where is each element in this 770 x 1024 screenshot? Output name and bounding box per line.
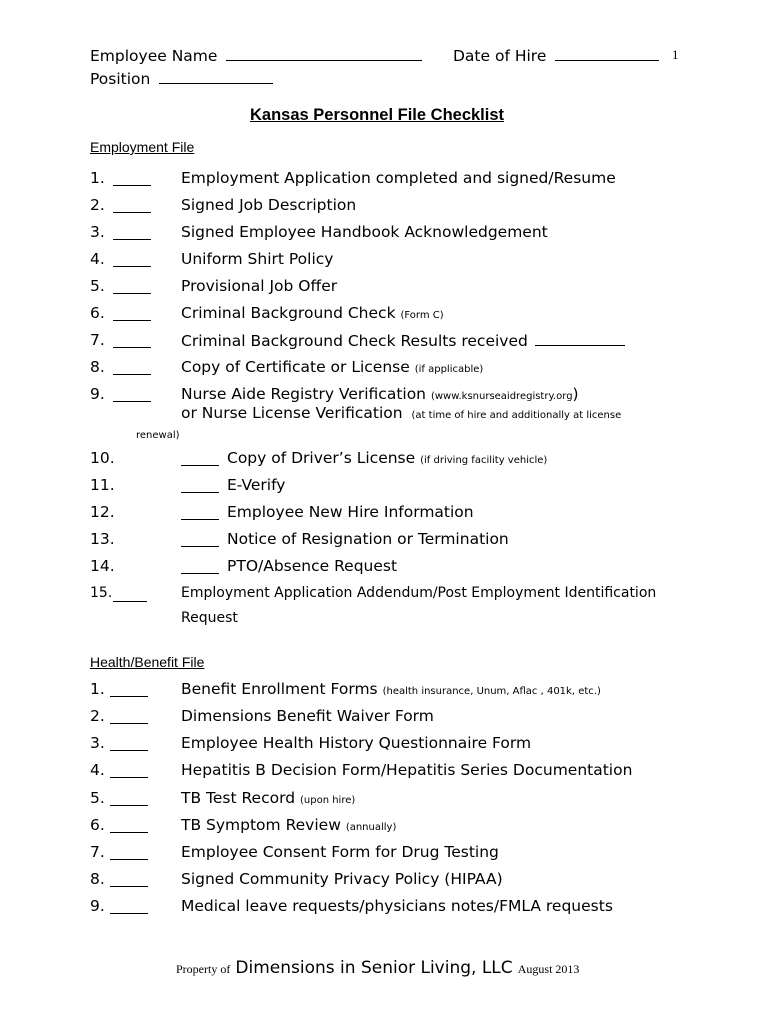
employee-name-field	[90, 46, 422, 65]
employment-item-num: 1.	[90, 169, 105, 187]
employment-item-blank[interactable]	[181, 505, 219, 520]
health-item-text: Employee Consent Form for Drug Testing	[181, 843, 499, 861]
employment-item-note: (if applicable)	[414, 364, 484, 375]
employment-item-text: PTO/Absence Request	[227, 557, 398, 575]
employment-item-text: E-Verify	[227, 476, 286, 494]
employment-item-text: Copy of Driver’s License	[227, 449, 416, 467]
health-item-num: 7.	[90, 843, 105, 861]
health-item-note: (health insurance, Unum, Aflac , 401k, etc.)	[382, 686, 601, 697]
date-of-hire-label: Date of Hire	[453, 47, 547, 65]
employment-item-num: 14.	[90, 557, 115, 575]
health-item-blank[interactable]	[110, 682, 148, 697]
employment-item-note: (if driving facility vehicle)	[420, 455, 548, 466]
health-item-blank[interactable]	[110, 845, 148, 860]
health-item-num: 1.	[90, 680, 105, 698]
employment-item-line: Nurse Aide Registry Verification (www.ksnurseaidregistry.org)	[181, 385, 579, 403]
employment-item-num: 4.	[90, 250, 105, 268]
employment-item-num: 9.	[90, 385, 105, 403]
employment-item-text: Employment Application completed and signed/Resume	[181, 169, 616, 187]
employment-item-blank[interactable]	[113, 198, 151, 213]
employment-item-blank[interactable]	[113, 360, 151, 375]
employment-item-note: (Form C)	[400, 310, 444, 321]
employment-item-blank[interactable]	[181, 451, 219, 466]
employment-item-blank[interactable]	[113, 279, 151, 294]
employment-item-blank[interactable]	[113, 252, 151, 267]
employment-item-note: (www.ksnurseaidregistry.org	[430, 391, 573, 402]
employment-item-blank[interactable]	[113, 171, 151, 186]
health-item-text: TB Test Record	[181, 789, 296, 807]
health-item-num: 5.	[90, 789, 105, 807]
employment-item-num: 11.	[90, 476, 115, 494]
employee-name-blank[interactable]	[226, 46, 422, 61]
health-item-text: Signed Community Privacy Policy (HIPAA)	[181, 870, 503, 888]
page-title: Kansas Personnel File Checklist	[250, 106, 505, 124]
health-item-blank[interactable]	[110, 818, 148, 833]
health-item-blank[interactable]	[110, 791, 148, 806]
health-item-line	[181, 816, 396, 834]
employment-item-text: Employment Application Addendum/Post Employment Identification	[181, 585, 657, 601]
employment-item-num: 12.	[90, 503, 115, 521]
employment-file-heading: Employment File	[90, 139, 195, 155]
employment-item-line-2	[181, 404, 621, 422]
employment-item-text: Copy of Certificate or License	[181, 358, 410, 376]
health-item-text: Dimensions Benefit Waiver Form	[181, 707, 434, 725]
employment-item-blank[interactable]	[181, 478, 219, 493]
health-item-num: 6.	[90, 816, 105, 834]
employment-item-num: 5.	[90, 277, 105, 295]
health-item-line	[181, 680, 601, 698]
employment-item-line	[181, 331, 625, 350]
employment-item-text: Nurse Aide Registry Verification	[181, 385, 427, 403]
employment-item-text: or Nurse License Verification	[181, 404, 403, 422]
health-item-text: TB Symptom Review	[181, 816, 341, 834]
employment-item-note-continued: renewal)	[136, 430, 180, 441]
page-footer	[176, 958, 579, 978]
health-item-blank[interactable]	[110, 872, 148, 887]
position-blank[interactable]	[159, 69, 273, 84]
employment-item-text: Criminal Background Check Results received	[181, 332, 528, 350]
health-item-num: 4.	[90, 761, 105, 779]
employment-item-blank[interactable]	[113, 306, 151, 321]
employment-item-text: Provisional Job Offer	[181, 277, 338, 295]
footer-company: Dimensions in Senior Living, LLC	[235, 958, 513, 978]
employment-item-blank[interactable]	[181, 532, 219, 547]
employment-item-num: 15.	[90, 585, 113, 601]
position-field	[90, 69, 273, 88]
employment-item-num: 10.	[90, 449, 115, 467]
date-of-hire-blank[interactable]	[555, 46, 659, 61]
date-of-hire-field	[453, 46, 659, 65]
position-label: Position	[90, 70, 151, 88]
employment-item-num: 2.	[90, 196, 105, 214]
health-item-blank[interactable]	[110, 899, 148, 914]
employment-item-num: 13.	[90, 530, 115, 548]
health-item-blank[interactable]	[110, 709, 148, 724]
employment-item-num: 8.	[90, 358, 105, 376]
health-item-text: Hepatitis B Decision Form/Hepatitis Series Documentation	[181, 761, 633, 779]
employment-item-blank[interactable]	[113, 587, 147, 602]
health-item-num: 8.	[90, 870, 105, 888]
employment-item-line	[181, 358, 483, 376]
employment-item-num: 7.	[90, 331, 105, 349]
employment-item-text: Signed Employee Handbook Acknowledgement	[181, 223, 548, 241]
health-benefit-file-heading: Health/Benefit File	[90, 654, 205, 670]
health-item-blank[interactable]	[110, 763, 148, 778]
results-received-blank[interactable]	[535, 331, 625, 346]
health-item-num: 9.	[90, 897, 105, 915]
health-item-line	[181, 789, 355, 807]
page-number: 1	[672, 47, 679, 62]
health-item-text: Benefit Enrollment Forms	[181, 680, 378, 698]
health-item-text: Employee Health History Questionnaire Form	[181, 734, 532, 752]
health-item-text: Medical leave requests/physicians notes/FMLA requests	[181, 897, 613, 915]
health-item-num: 3.	[90, 734, 105, 752]
health-item-note: (upon hire)	[299, 795, 356, 806]
health-item-note: (annually)	[345, 822, 397, 833]
employment-item-text: Notice of Resignation or Termination	[227, 530, 509, 548]
footer-property-of: Property of	[176, 962, 231, 976]
employment-item-line	[181, 304, 444, 322]
employment-item-text: Criminal Background Check	[181, 304, 396, 322]
employment-item-blank[interactable]	[113, 225, 151, 240]
employee-name-label: Employee Name	[90, 47, 218, 65]
footer-date: August 2013	[517, 962, 580, 976]
employment-item-blank[interactable]	[181, 559, 219, 574]
health-item-num: 2.	[90, 707, 105, 725]
employment-item-blank[interactable]	[113, 333, 151, 348]
employment-item-text-continued: Request	[181, 610, 238, 626]
health-item-blank[interactable]	[110, 736, 148, 751]
employment-item-text: Signed Job Description	[181, 196, 357, 214]
employment-item-line	[227, 449, 547, 467]
employment-item-text: Employee New Hire Information	[227, 503, 474, 521]
employment-item-num: 6.	[90, 304, 105, 322]
employment-item-num: 3.	[90, 223, 105, 241]
employment-item-note: (at time of hire and additionally at license	[411, 410, 622, 421]
employment-item-text: Uniform Shirt Policy	[181, 250, 334, 268]
employment-item-blank[interactable]	[113, 387, 151, 402]
